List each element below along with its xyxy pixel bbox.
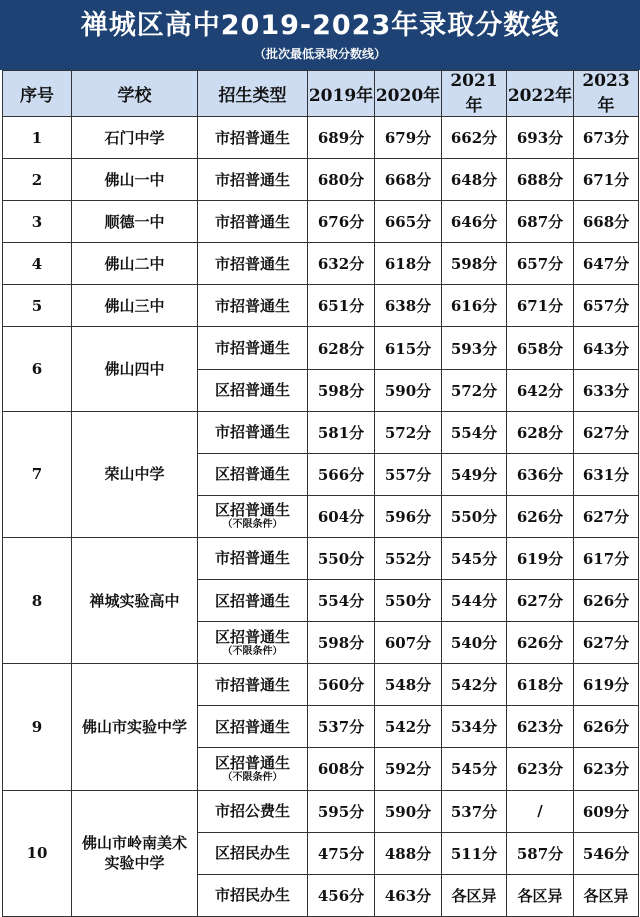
admission-type: 市招普通生 bbox=[214, 170, 290, 189]
school-name: 荣山中学 bbox=[104, 465, 165, 484]
score-cell-2021: 662分 bbox=[442, 117, 507, 159]
table-row bbox=[3, 790, 639, 832]
admission-type: 区招普通生 bbox=[214, 753, 290, 772]
score-cell-2020: 596分 bbox=[375, 495, 442, 537]
score-cell-2019: 632分 bbox=[308, 243, 375, 285]
school-name-cell bbox=[72, 327, 198, 411]
admission-type-cell bbox=[198, 411, 308, 453]
score-cell-2020: 552分 bbox=[375, 537, 442, 579]
score-cell-2022: 627分 bbox=[507, 580, 574, 622]
table-row bbox=[3, 411, 639, 453]
score-cell-2020: 618分 bbox=[375, 243, 442, 285]
score-cell-2022: 618分 bbox=[507, 664, 574, 706]
admission-type-cell bbox=[198, 159, 308, 201]
score-cell-2019: 566分 bbox=[308, 453, 375, 495]
admission-type: 区招普通生 bbox=[214, 381, 290, 400]
score-cell-2022: 623分 bbox=[507, 706, 574, 748]
score-cell-2019: 608分 bbox=[308, 748, 375, 790]
school-name: 禅城实验高中 bbox=[89, 591, 180, 610]
score-cell-2019: 554分 bbox=[308, 580, 375, 622]
score-cell-2023: 626分 bbox=[574, 706, 639, 748]
header-cell-2022: 2022年 bbox=[507, 71, 574, 117]
admission-type-cell bbox=[198, 117, 308, 159]
admission-type: 区招普通生 bbox=[214, 717, 290, 736]
header-cell-2023: 2023年 bbox=[574, 71, 639, 117]
admission-type-cell bbox=[198, 243, 308, 285]
score-cell-2021: 648分 bbox=[442, 159, 507, 201]
school-name: 佛山市岭南美术实验中学 bbox=[81, 834, 187, 873]
school-name-cell bbox=[72, 790, 198, 916]
row-number-cell: 9 bbox=[3, 664, 72, 790]
score-cell-2019: 651分 bbox=[308, 285, 375, 327]
score-cell-2020: 592分 bbox=[375, 748, 442, 790]
score-cell-2023: 627分 bbox=[574, 622, 639, 664]
score-cell-2019: 689分 bbox=[308, 117, 375, 159]
admission-type-note: （不限条件） bbox=[222, 519, 283, 531]
table-body bbox=[3, 117, 639, 917]
score-cell-2021: 616分 bbox=[442, 285, 507, 327]
table-row bbox=[3, 201, 639, 243]
score-cell-2023: 617分 bbox=[574, 537, 639, 579]
header-cell-type: 招生类型 bbox=[198, 71, 308, 117]
row-number-cell: 3 bbox=[3, 201, 72, 243]
school-name-cell bbox=[72, 411, 198, 537]
row-number-cell: 2 bbox=[3, 159, 72, 201]
row-number-cell: 4 bbox=[3, 243, 72, 285]
admission-type: 区招普通生 bbox=[214, 627, 290, 646]
score-cell-2019: 537分 bbox=[308, 706, 375, 748]
score-cell-2022: 693分 bbox=[507, 117, 574, 159]
score-cell-2023: 657分 bbox=[574, 285, 639, 327]
admission-type-cell bbox=[198, 874, 308, 916]
school-name-cell bbox=[72, 537, 198, 663]
score-cell-2023: 626分 bbox=[574, 580, 639, 622]
score-cell-2020: 665分 bbox=[375, 201, 442, 243]
score-cell-2020: 607分 bbox=[375, 622, 442, 664]
score-cell-2021: 598分 bbox=[442, 243, 507, 285]
score-cell-2023: 609分 bbox=[574, 790, 639, 832]
score-cell-2020: 679分 bbox=[375, 117, 442, 159]
school-name-cell bbox=[72, 159, 198, 201]
score-cell-2019: 581分 bbox=[308, 411, 375, 453]
school-name: 佛山市实验中学 bbox=[81, 717, 187, 736]
admission-type: 市招公费生 bbox=[214, 802, 290, 821]
admission-type-cell bbox=[198, 495, 308, 537]
score-cell-2021: 540分 bbox=[442, 622, 507, 664]
table-row bbox=[3, 117, 639, 159]
school-name-cell bbox=[72, 243, 198, 285]
admission-type: 市招普通生 bbox=[214, 423, 290, 442]
score-cell-2021: 511分 bbox=[442, 832, 507, 874]
score-cell-2019: 676分 bbox=[308, 201, 375, 243]
school-name: 佛山二中 bbox=[104, 254, 165, 273]
table-row bbox=[3, 664, 639, 706]
score-cell-2022: / bbox=[507, 790, 574, 832]
score-cell-2020: 572分 bbox=[375, 411, 442, 453]
score-cell-2021: 542分 bbox=[442, 664, 507, 706]
score-cell-2020: 557分 bbox=[375, 453, 442, 495]
score-cell-2019: 550分 bbox=[308, 537, 375, 579]
admission-type: 市招普通生 bbox=[214, 675, 290, 694]
admission-type-cell bbox=[198, 369, 308, 411]
score-cell-2021: 550分 bbox=[442, 495, 507, 537]
header-cell-no: 序号 bbox=[3, 71, 72, 117]
admission-type-note: （不限条件） bbox=[222, 771, 283, 783]
school-name: 佛山一中 bbox=[104, 170, 165, 189]
score-cell-2021: 545分 bbox=[442, 748, 507, 790]
admission-type-note: （不限条件） bbox=[222, 645, 283, 657]
table-row bbox=[3, 243, 639, 285]
score-cell-2021: 572分 bbox=[442, 369, 507, 411]
score-cell-2019: 680分 bbox=[308, 159, 375, 201]
row-number-cell: 6 bbox=[3, 327, 72, 411]
score-cell-2020: 542分 bbox=[375, 706, 442, 748]
table-header-row bbox=[3, 71, 639, 117]
school-name-cell bbox=[72, 201, 198, 243]
score-cell-2019: 560分 bbox=[308, 664, 375, 706]
header-cell-school: 学校 bbox=[72, 71, 198, 117]
score-cell-2019: 598分 bbox=[308, 622, 375, 664]
score-cell-2020: 548分 bbox=[375, 664, 442, 706]
table-row bbox=[3, 159, 639, 201]
score-cell-2021: 545分 bbox=[442, 537, 507, 579]
admission-type-cell bbox=[198, 664, 308, 706]
admission-type-cell bbox=[198, 622, 308, 664]
score-cell-2023: 633分 bbox=[574, 369, 639, 411]
score-cell-2019: 598分 bbox=[308, 369, 375, 411]
score-cell-2022: 636分 bbox=[507, 453, 574, 495]
row-number-cell: 8 bbox=[3, 537, 72, 663]
score-cell-2022: 628分 bbox=[507, 411, 574, 453]
school-name: 佛山三中 bbox=[104, 296, 165, 315]
school-name-cell bbox=[72, 117, 198, 159]
score-cell-2020: 668分 bbox=[375, 159, 442, 201]
score-cell-2021: 544分 bbox=[442, 580, 507, 622]
score-cell-2021: 各区异 bbox=[442, 874, 507, 916]
admission-type-cell bbox=[198, 453, 308, 495]
score-table bbox=[2, 70, 639, 917]
header-cell-2021: 2021年 bbox=[442, 71, 507, 117]
score-cell-2020: 615分 bbox=[375, 327, 442, 369]
score-cell-2022: 各区异 bbox=[507, 874, 574, 916]
score-cell-2023: 627分 bbox=[574, 411, 639, 453]
score-cell-2021: 554分 bbox=[442, 411, 507, 453]
admission-type: 区招普通生 bbox=[214, 501, 290, 520]
score-cell-2022: 658分 bbox=[507, 327, 574, 369]
admission-type-cell bbox=[198, 832, 308, 874]
header-cell-2020: 2020年 bbox=[375, 71, 442, 117]
admission-type: 市招普通生 bbox=[214, 254, 290, 273]
admission-type: 市招普通生 bbox=[214, 212, 290, 231]
score-cell-2020: 463分 bbox=[375, 874, 442, 916]
score-cell-2023: 647分 bbox=[574, 243, 639, 285]
admission-type-cell bbox=[198, 537, 308, 579]
score-cell-2023: 668分 bbox=[574, 201, 639, 243]
score-cell-2019: 628分 bbox=[308, 327, 375, 369]
admission-type: 区招普通生 bbox=[214, 465, 290, 484]
score-cell-2023: 643分 bbox=[574, 327, 639, 369]
school-name: 顺德一中 bbox=[104, 212, 165, 231]
row-number-cell: 7 bbox=[3, 411, 72, 537]
score-cell-2020: 488分 bbox=[375, 832, 442, 874]
admission-type: 市招普通生 bbox=[214, 339, 290, 358]
score-cell-2022: 642分 bbox=[507, 369, 574, 411]
score-cell-2022: 623分 bbox=[507, 748, 574, 790]
table-row bbox=[3, 327, 639, 369]
title-banner bbox=[0, 0, 640, 70]
score-cell-2023: 619分 bbox=[574, 664, 639, 706]
score-cell-2019: 475分 bbox=[308, 832, 375, 874]
school-name-cell bbox=[72, 285, 198, 327]
row-number-cell: 10 bbox=[3, 790, 72, 916]
school-name: 佛山四中 bbox=[104, 360, 165, 379]
score-cell-2023: 627分 bbox=[574, 495, 639, 537]
score-cell-2023: 671分 bbox=[574, 159, 639, 201]
score-cell-2021: 646分 bbox=[442, 201, 507, 243]
admission-type: 市招普通生 bbox=[214, 296, 290, 315]
score-cell-2023: 623分 bbox=[574, 748, 639, 790]
admission-type-cell bbox=[198, 285, 308, 327]
score-cell-2022: 671分 bbox=[507, 285, 574, 327]
admission-type-cell bbox=[198, 706, 308, 748]
score-cell-2021: 549分 bbox=[442, 453, 507, 495]
table-row bbox=[3, 285, 639, 327]
row-number-cell: 1 bbox=[3, 117, 72, 159]
score-cell-2023: 631分 bbox=[574, 453, 639, 495]
admission-type-cell bbox=[198, 201, 308, 243]
admission-type: 市招普通生 bbox=[214, 549, 290, 568]
score-cell-2021: 593分 bbox=[442, 327, 507, 369]
score-cell-2020: 590分 bbox=[375, 790, 442, 832]
admission-type: 区招民办生 bbox=[214, 844, 290, 863]
score-cell-2023: 673分 bbox=[574, 117, 639, 159]
school-name: 石门中学 bbox=[104, 128, 165, 147]
admission-type-cell bbox=[198, 327, 308, 369]
admission-type: 市招民办生 bbox=[214, 886, 290, 905]
score-cell-2019: 456分 bbox=[308, 874, 375, 916]
score-cell-2022: 626分 bbox=[507, 622, 574, 664]
score-cell-2022: 688分 bbox=[507, 159, 574, 201]
table-row bbox=[3, 537, 639, 579]
score-cell-2021: 537分 bbox=[442, 790, 507, 832]
score-cell-2023: 各区异 bbox=[574, 874, 639, 916]
score-cell-2019: 595分 bbox=[308, 790, 375, 832]
score-cell-2020: 590分 bbox=[375, 369, 442, 411]
header-cell-2019: 2019年 bbox=[308, 71, 375, 117]
score-cell-2021: 534分 bbox=[442, 706, 507, 748]
score-cell-2022: 619分 bbox=[507, 537, 574, 579]
score-cell-2022: 657分 bbox=[507, 243, 574, 285]
score-cell-2022: 626分 bbox=[507, 495, 574, 537]
admission-type-cell bbox=[198, 748, 308, 790]
score-cell-2020: 550分 bbox=[375, 580, 442, 622]
score-cell-2019: 604分 bbox=[308, 495, 375, 537]
admission-type-cell bbox=[198, 580, 308, 622]
page-title: 禅城区高中2019-2023年录取分数线 bbox=[80, 10, 560, 41]
school-name-cell bbox=[72, 664, 198, 790]
score-cell-2022: 587分 bbox=[507, 832, 574, 874]
page-subtitle: （批次最低录取分数线） bbox=[253, 47, 386, 61]
score-cell-2020: 638分 bbox=[375, 285, 442, 327]
score-cell-2023: 546分 bbox=[574, 832, 639, 874]
admission-type: 市招普通生 bbox=[214, 128, 290, 147]
admission-type-cell bbox=[198, 790, 308, 832]
admission-type: 区招普通生 bbox=[214, 591, 290, 610]
score-cell-2022: 687分 bbox=[507, 201, 574, 243]
row-number-cell: 5 bbox=[3, 285, 72, 327]
